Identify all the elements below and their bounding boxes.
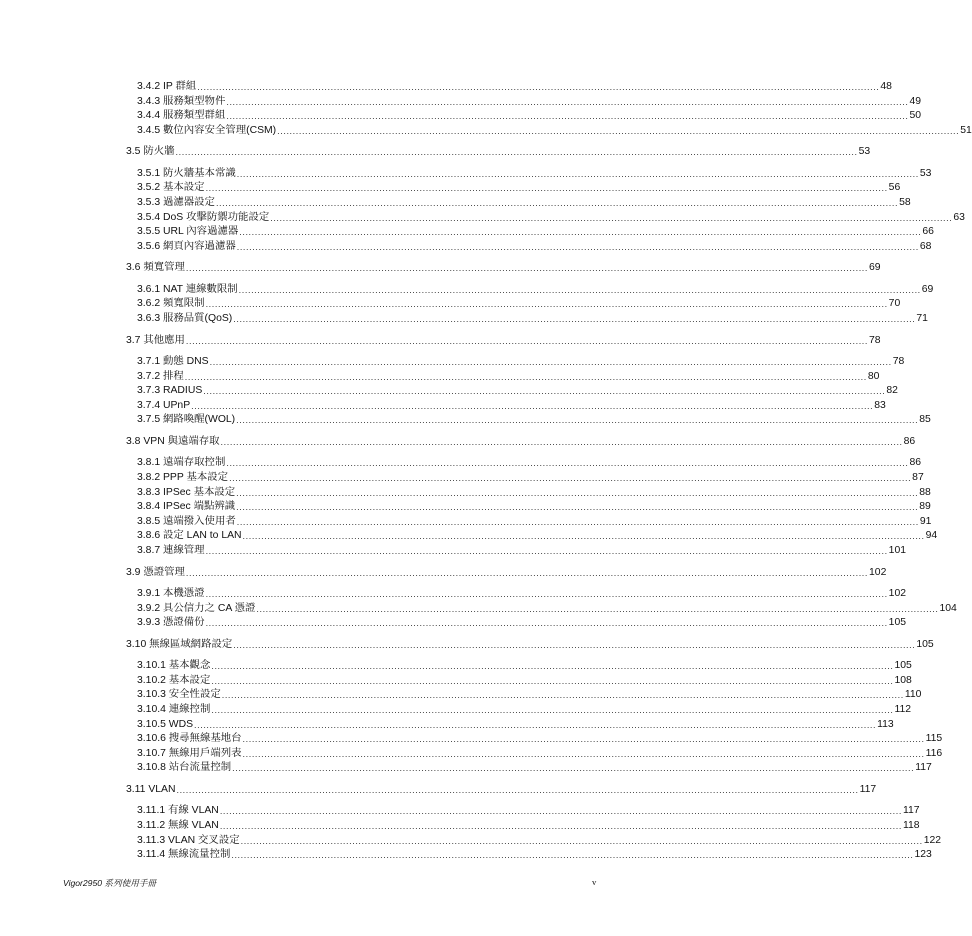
- toc-entry-page-number: 89: [919, 501, 931, 513]
- toc-entry-page-number: 118: [902, 820, 920, 831]
- toc-dot-leader: ............................................................................................................................................................................................................................: [203, 386, 886, 397]
- toc-entry-page-number: 112: [894, 704, 912, 715]
- toc-entry-page-number: 91: [919, 515, 932, 527]
- toc-entry-page-number: 105: [894, 660, 912, 672]
- toc-entry-title: 3.11 VLAN: [126, 783, 176, 795]
- toc-dot-leader: ............................................................................................................................................................................................................................: [236, 502, 919, 513]
- toc-subsection-entry[interactable]: [137, 500, 931, 513]
- toc-subsection-entry[interactable]: [137, 703, 912, 716]
- toc-subsection-entry[interactable]: [137, 384, 898, 397]
- toc-subsection-entry[interactable]: [137, 355, 905, 368]
- toc-subsection-entry[interactable]: [137, 109, 922, 122]
- toc-entry-page-number: 63: [953, 211, 965, 223]
- toc-subsection-entry[interactable]: [137, 515, 932, 528]
- toc-entry-title: 3.7 其他應用: [126, 334, 185, 346]
- toc-section-entry[interactable]: [126, 783, 877, 796]
- toc-entry-page-number: 87: [912, 472, 924, 483]
- toc-dot-leader: ............................................................................................................................................................................................................................: [211, 705, 894, 715]
- toc-entry-title: 3.11.3 VLAN 交叉設定: [137, 834, 240, 846]
- toc-subsection-entry[interactable]: [137, 587, 907, 600]
- toc-entry-title: 3.5 防火牆: [126, 146, 175, 158]
- toc-subsection-entry[interactable]: [137, 312, 928, 325]
- toc-section-entry[interactable]: [126, 638, 934, 651]
- toc-dot-leader: ............................................................................................................................................................................................................................: [220, 436, 903, 447]
- toc-dot-leader: ............................................................................................................................................................................................................................: [236, 241, 919, 252]
- toc-entry-page-number: 53: [919, 167, 932, 179]
- toc-entry-page-number: 101: [888, 545, 907, 556]
- toc-entry-title: 3.7.4 UPnP: [137, 399, 191, 411]
- toc-subsection-entry[interactable]: [137, 602, 957, 615]
- toc-subsection-entry[interactable]: [137, 240, 932, 253]
- toc-dot-leader: ............................................................................................................................................................................................................................: [232, 763, 915, 774]
- toc-subsection-entry[interactable]: [137, 211, 965, 224]
- toc-dot-leader: ............................................................................................................................................................................................................................: [239, 227, 922, 238]
- toc-entry-title: 3.8.1 遠端存取控制: [137, 457, 226, 469]
- toc-entry-page-number: 94: [925, 530, 938, 542]
- toc-section-entry[interactable]: [126, 334, 881, 347]
- toc-entry-page-number: 105: [888, 617, 907, 629]
- toc-entry-title: 3.7.5 網路喚醒(WOL): [137, 414, 236, 426]
- toc-entry-title: 3.7.1 動態 DNS: [137, 356, 209, 367]
- toc-dot-leader: ............................................................................................................................................................................................................................: [226, 96, 909, 107]
- toc-subsection-entry[interactable]: [137, 718, 894, 731]
- toc-entry-title: 3.10.2 基本設定: [137, 674, 211, 686]
- toc-subsection-entry[interactable]: [137, 834, 942, 847]
- toc-dot-leader: ............................................................................................................................................................................................................................: [205, 299, 888, 310]
- toc-entry-page-number: 48: [880, 81, 892, 92]
- toc-entry-page-number: 117: [915, 762, 932, 774]
- toc-dot-leader: ............................................................................................................................................................................................................................: [277, 125, 960, 136]
- toc-dot-leader: ............................................................................................................................................................................................................................: [236, 415, 919, 426]
- toc-section-entry[interactable]: [126, 566, 887, 579]
- toc-entry-title: 3.10.4 連線控制: [137, 704, 211, 715]
- toc-dot-leader: ............................................................................................................................................................................................................................: [236, 487, 919, 498]
- toc-dot-leader: ............................................................................................................................................................................................................................: [219, 821, 902, 831]
- toc-subsection-entry[interactable]: [137, 471, 924, 484]
- toc-subsection-entry[interactable]: [137, 732, 943, 745]
- toc-entry-title: 3.8.2 PPP 基本設定: [137, 472, 229, 483]
- footer-manual-title: Vigor2950 系列使用手冊: [63, 878, 156, 888]
- toc-entry-page-number: 58: [899, 197, 911, 208]
- toc-dot-leader: ............................................................................................................................................................................................................................: [238, 284, 921, 295]
- toc-entry-title: 3.6.3 服務品質(QoS): [137, 313, 233, 324]
- toc-dot-leader: ............................................................................................................................................................................................................................: [236, 516, 919, 527]
- toc-subsection-entry[interactable]: [137, 761, 932, 774]
- toc-entry-title: 3.11.4 無線流量控制: [137, 849, 231, 861]
- toc-section-entry[interactable]: [126, 435, 916, 448]
- toc-subsection-entry[interactable]: [137, 616, 907, 629]
- toc-entry-title: 3.5.4 DoS 攻擊防禦功能設定: [137, 211, 270, 223]
- toc-subsection-entry[interactable]: [137, 848, 932, 861]
- toc-entry-title: 3.4.4 服務類型群組: [137, 110, 226, 122]
- toc-entry-title: 3.11.1 有線 VLAN: [137, 805, 219, 817]
- toc-dot-leader: ............................................................................................................................................................................................................................: [256, 603, 939, 614]
- toc-dot-leader: ............................................................................................................................................................................................................................: [236, 168, 919, 179]
- toc-entry-page-number: 113: [877, 718, 894, 730]
- toc-subsection-entry[interactable]: [137, 297, 901, 310]
- toc-entry-title: 3.5.6 網頁內容過濾器: [137, 240, 236, 252]
- toc-entry-page-number: 104: [939, 602, 957, 614]
- toc-entry-title: 3.4.5 數位內容安全管理(CSM): [137, 124, 277, 136]
- toc-entry-title: 3.8.6 設定 LAN to LAN: [137, 530, 242, 542]
- toc-subsection-entry[interactable]: [137, 529, 938, 542]
- toc-entry-title: 3.10.5 WDS: [137, 718, 194, 730]
- toc-subsection-entry[interactable]: [137, 659, 912, 672]
- toc-entry-title: 3.4.3 服務類型物件: [137, 95, 226, 107]
- toc-dot-leader: ............................................................................................................................................................................................................................: [194, 719, 877, 730]
- toc-entry-page-number: 117: [859, 783, 877, 795]
- toc-subsection-entry[interactable]: [137, 196, 911, 209]
- toc-entry-page-number: 68: [919, 240, 932, 252]
- toc-subsection-entry[interactable]: [137, 804, 920, 817]
- toc-entry-title: 3.8.3 IPSec 基本設定: [137, 486, 236, 498]
- toc-dot-leader: ............................................................................................................................................................................................................................: [226, 111, 909, 122]
- toc-entry-title: 3.8 VPN 與遠端存取: [126, 435, 220, 447]
- toc-dot-leader: ............................................................................................................................................................................................................................: [185, 335, 869, 346]
- toc-entry-page-number: 80: [867, 370, 880, 382]
- toc-dot-leader: ............................................................................................................................................................................................................................: [175, 147, 858, 158]
- toc-dot-leader: ............................................................................................................................................................................................................................: [209, 357, 892, 367]
- toc-dot-leader: ............................................................................................................................................................................................................................: [211, 675, 894, 686]
- toc-entry-title: 3.8.7 連線管理: [137, 545, 205, 556]
- toc-dot-leader: ............................................................................................................................................................................................................................: [215, 198, 899, 208]
- toc-entry-page-number: 117: [902, 805, 920, 817]
- toc-dot-leader: ............................................................................................................................................................................................................................: [233, 314, 916, 324]
- toc-entry-title: 3.5.1 防火牆基本常識: [137, 167, 236, 179]
- toc-entry-page-number: 105: [916, 638, 934, 650]
- toc-entry-page-number: 51: [960, 124, 972, 136]
- toc-dot-leader: ............................................................................................................................................................................................................................: [229, 473, 912, 483]
- toc-entry-page-number: 122: [923, 834, 942, 846]
- toc-dot-leader: ............................................................................................................................................................................................................................: [185, 263, 869, 274]
- toc-dot-leader: ............................................................................................................................................................................................................................: [205, 546, 888, 556]
- toc-entry-page-number: 56: [888, 182, 901, 194]
- toc-dot-leader: ............................................................................................................................................................................................................................: [242, 734, 925, 745]
- toc-subsection-entry[interactable]: [137, 181, 901, 194]
- toc-entry-title: 3.9.1 本機憑證: [137, 588, 205, 599]
- toc-entry-page-number: 69: [869, 262, 881, 274]
- toc-dot-leader: ............................................................................................................................................................................................................................: [205, 589, 888, 599]
- toc-entry-page-number: 85: [919, 414, 931, 426]
- toc-entry-title: 3.10.3 安全性設定: [137, 689, 221, 701]
- toc-entry-page-number: 70: [888, 298, 901, 310]
- toc-entry-page-number: 78: [869, 334, 881, 346]
- toc-entry-page-number: 88: [919, 486, 931, 498]
- toc-entry-title: 3.6.2 頻寬限制: [137, 298, 205, 310]
- toc-subsection-entry[interactable]: [137, 225, 934, 238]
- toc-entry-title: 3.9.2 具公信力之 CA 憑證: [137, 602, 256, 614]
- toc-entry-page-number: 71: [916, 313, 928, 324]
- toc-dot-leader: ............................................................................................................................................................................................................................: [226, 458, 909, 469]
- toc-subsection-entry[interactable]: [137, 674, 912, 687]
- toc-subsection-entry[interactable]: [137, 167, 932, 180]
- toc-entry-title: 3.5.5 URL 內容過濾器: [137, 226, 239, 238]
- toc-entry-page-number: 66: [922, 226, 934, 238]
- toc-subsection-entry[interactable]: [137, 819, 920, 832]
- toc-entry-page-number: 78: [892, 356, 905, 367]
- toc-entry-page-number: 102: [869, 566, 887, 578]
- toc-entry-title: 3.4.2 IP 群組: [137, 81, 197, 92]
- toc-entry-title: 3.11.2 無線 VLAN: [137, 820, 219, 831]
- toc-dot-leader: ............................................................................................................................................................................................................................: [270, 212, 953, 223]
- toc-entry-page-number: 102: [888, 588, 907, 599]
- toc-entry-page-number: 115: [925, 733, 943, 745]
- toc-dot-leader: ............................................................................................................................................................................................................................: [219, 806, 902, 817]
- toc-section-entry[interactable]: [126, 261, 881, 274]
- toc-dot-leader: ............................................................................................................................................................................................................................: [176, 784, 859, 795]
- toc-subsection-entry[interactable]: [137, 370, 880, 383]
- toc-subsection-entry[interactable]: [137, 283, 934, 296]
- toc-entry-title: 3.10.6 搜尋無線基地台: [137, 733, 242, 745]
- toc-entry-title: 3.10 無線區域網路設定: [126, 638, 233, 650]
- toc-dot-leader: ............................................................................................................................................................................................................................: [240, 835, 923, 846]
- toc-entry-title: 3.9 憑證管理: [126, 566, 185, 578]
- toc-dot-leader: ............................................................................................................................................................................................................................: [205, 618, 888, 629]
- toc-subsection-entry[interactable]: [137, 688, 922, 701]
- toc-dot-leader: ............................................................................................................................................................................................................................: [185, 567, 869, 578]
- toc-entry-page-number: 53: [858, 146, 871, 158]
- toc-entry-page-number: 86: [909, 457, 922, 469]
- toc-subsection-entry[interactable]: [137, 486, 931, 499]
- toc-section-entry[interactable]: [126, 145, 871, 158]
- toc-dot-leader: ............................................................................................................................................................................................................................: [191, 400, 874, 411]
- toc-subsection-entry[interactable]: [137, 124, 972, 137]
- toc-subsection-entry[interactable]: [137, 413, 931, 426]
- footer-page-number: v: [592, 877, 597, 887]
- toc-entry-page-number: 110: [904, 689, 922, 701]
- toc-entry-title: 3.9.3 憑證備份: [137, 617, 205, 629]
- toc-entry-title: 3.7.2 排程: [137, 370, 184, 382]
- toc-subsection-entry[interactable]: [137, 80, 892, 93]
- toc-entry-title: 3.8.4 IPSec 端點辨識: [137, 501, 236, 513]
- toc-entry-title: 3.5.3 過濾器設定: [137, 197, 215, 208]
- toc-entry-title: 3.8.5 遠端撥入使用者: [137, 515, 236, 527]
- toc-dot-leader: ............................................................................................................................................................................................................................: [242, 531, 925, 542]
- toc-dot-leader: ............................................................................................................................................................................................................................: [211, 661, 894, 672]
- toc-dot-leader: ............................................................................................................................................................................................................................: [205, 183, 888, 194]
- toc-entry-page-number: 49: [909, 95, 922, 107]
- toc-subsection-entry[interactable]: [137, 747, 943, 760]
- toc-entry-title: 3.6 頻寬管理: [126, 262, 185, 274]
- toc-subsection-entry[interactable]: [137, 399, 886, 412]
- toc-dot-leader: ............................................................................................................................................................................................................................: [184, 371, 867, 382]
- toc-dot-leader: ............................................................................................................................................................................................................................: [197, 82, 880, 92]
- toc-entry-page-number: 69: [921, 283, 934, 295]
- toc-entry-page-number: 108: [894, 674, 912, 686]
- toc-entry-title: 3.10.7 無線用戶端列表: [137, 747, 242, 759]
- toc-entry-title: 3.6.1 NAT 連線數限制: [137, 283, 238, 295]
- toc-entry-page-number: 82: [886, 385, 898, 397]
- toc-entry-title: 3.5.2 基本設定: [137, 182, 205, 194]
- toc-entry-page-number: 116: [925, 747, 943, 759]
- toc-entry-title: 3.10.1 基本觀念: [137, 660, 211, 672]
- toc-dot-leader: ............................................................................................................................................................................................................................: [231, 850, 914, 861]
- toc-dot-leader: ............................................................................................................................................................................................................................: [242, 748, 925, 759]
- toc-subsection-entry[interactable]: [137, 544, 907, 557]
- toc-dot-leader: ............................................................................................................................................................................................................................: [233, 639, 916, 650]
- toc-entry-title: 3.10.8 站台流量控制: [137, 762, 232, 774]
- toc-subsection-entry[interactable]: [137, 95, 922, 108]
- toc-entry-title: 3.7.3 RADIUS: [137, 385, 203, 397]
- toc-subsection-entry[interactable]: [137, 456, 922, 469]
- toc-entry-page-number: 83: [874, 399, 886, 411]
- toc-entry-page-number: 50: [909, 110, 922, 122]
- toc-entry-page-number: 123: [914, 849, 932, 861]
- toc-dot-leader: ............................................................................................................................................................................................................................: [221, 690, 904, 701]
- toc-entry-page-number: 86: [903, 435, 916, 447]
